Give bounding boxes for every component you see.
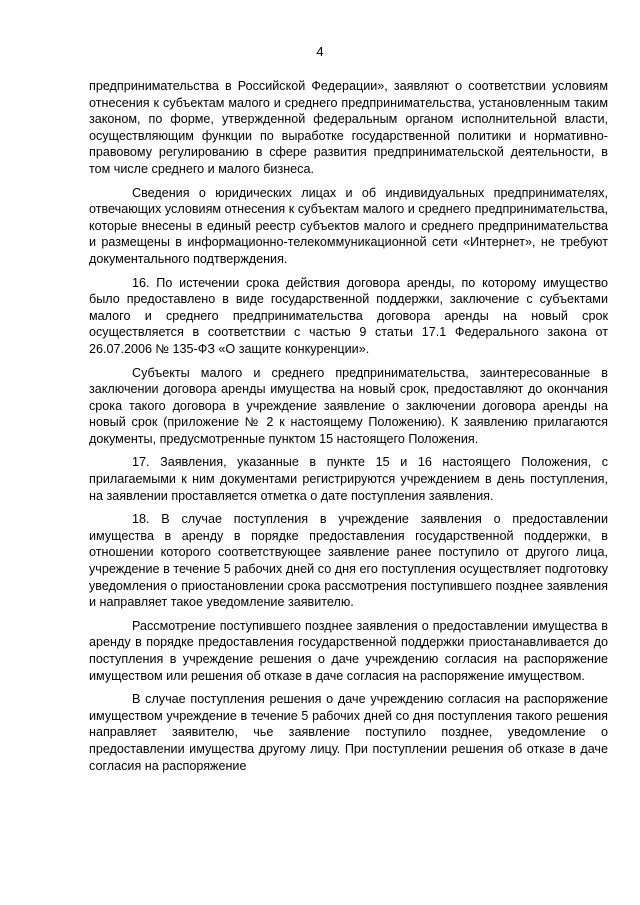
paragraph-16-subjects: Субъекты малого и среднего предпринимательства, заинтересованные в заключении договора аренды имущества на новый срок, предоставляют до окончания срока такого договора в учреждение заявление о заключении договора аренды на новый срок (приложение № 2 к настоящему Положению). К заявлению прилагаются документы, предусмотренные пунктом 15 настоящего Положения. <box>89 365 608 446</box>
paragraph-1-continuation: предпринимательства в Российской Федерации», заявляют о соответствии условиям отнесения к субъектам малого и среднего предпринимательства, установленным таким законом, по форме, утвержденной федеральным органом исполнительной власти, осуществляющим функции по выработке государственной политики и нормативно-правовому регулированию в сфере развития предпринимательской деятельности, в том числе среднего и малого бизнеса. <box>89 79 608 176</box>
paragraph-svedeniya: Сведения о юридических лицах и об индивидуальных предпринимателях, отвечающих условиям отнесения к субъектам малого и среднего предпринимательства, которые внесены в единый реестр субъектов малого и среднего предпринимательства и размещены в информационно-телекоммуникационной сети «Интернет», не требуют документального подтверждения. <box>89 185 608 266</box>
page-number: 4 <box>316 44 324 59</box>
paragraph-18: 18. В случае поступления в учреждение заявления о предоставлении имущества в аренду в порядке предоставления государственной поддержки, в отношении которого соответствующее заявление ранее поступило от другого лица, учреждение в течение 5 рабочих дней со дня его поступления осуществляет подготовку уведомления о приостановлении срока рассмотрения поступившего позднее заявления и направляет такое уведомление заявителю. <box>89 512 608 610</box>
paragraph-18-review: Рассмотрение поступившего позднее заявления о предоставлении имущества в аренду в порядке предоставления государственной поддержки приостанавливается до поступления в учреждение решения о даче учреждению согласия на распоряжение имуществом или решения об отказе в даче согласия на распоряжение имуществом. <box>89 618 608 683</box>
paragraph-17: 17. Заявления, указанные в пункте 15 и 16 настоящего Положения, с прилагаемыми к ним документами регистрируются учреждением в день поступления, на заявлении проставляется отметка о дате поступления заявления. <box>89 455 608 503</box>
document-body <box>89 78 608 781</box>
paragraph-16: 16. По истечении срока действия договора аренды, по которому имущество было предоставлено в виде государственной поддержки, заключение с субъектами малого и среднего предпринимательства договора аренды на новый срок осуществляется в соответствии с частью 9 статьи 17.1 Федерального закона от 26.07.2006 № 135-ФЗ «О защите конкуренции». <box>89 275 608 356</box>
paragraph-18-consent: В случае поступления решения о даче учреждению согласия на распоряжение имуществом учреждение в течение 5 рабочих дней со дня поступления такого решения направляет заявителю, чье заявление поступило позднее, уведомление о предоставлении имущества другому лицу. При поступлении решения об отказе в даче согласия на распоряжение <box>89 692 608 773</box>
